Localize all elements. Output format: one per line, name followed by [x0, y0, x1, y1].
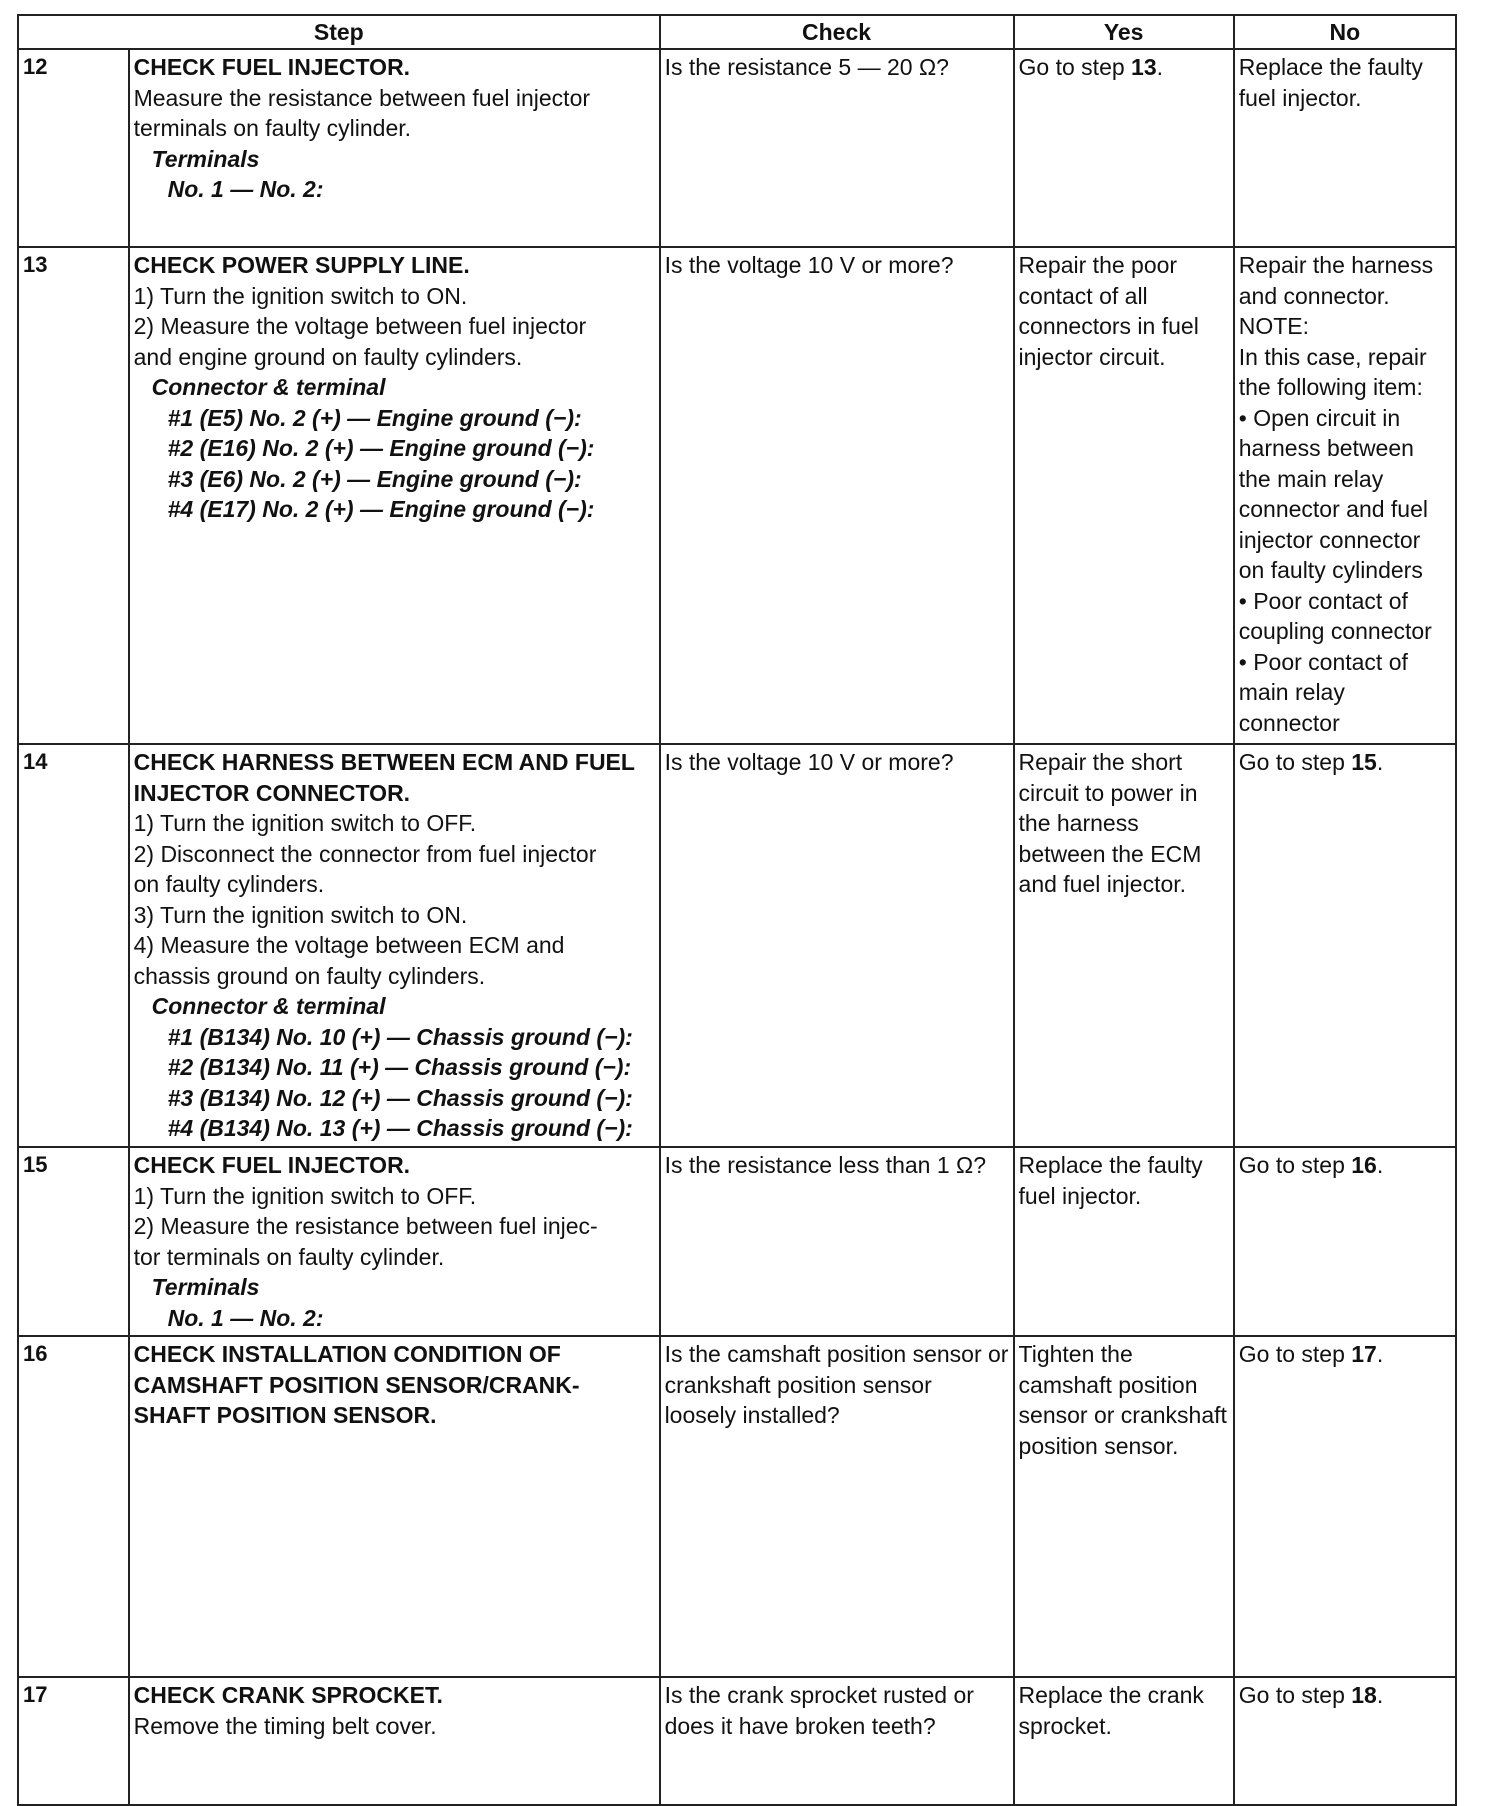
spec-line: #2 (B134) No. 11 (+) — Chassis ground (−): [167, 1054, 632, 1080]
header-no: No [1234, 15, 1456, 49]
diagnostic-table [17, 14, 1457, 1806]
table-row [18, 1677, 1456, 1805]
step-line: terminals on faulty cylinder. [133, 115, 412, 141]
spec-line: No. 1 — No. 2: [167, 176, 324, 202]
no-text-end: . [1376, 1152, 1384, 1178]
step-title: CHECK CRANK SPROCKET. [133, 1682, 443, 1708]
step-title: CHECK FUEL INJECTOR. [133, 1152, 411, 1178]
step-number: 16 [18, 1336, 129, 1677]
step-number: 15 [18, 1147, 129, 1336]
yes-cell: Tighten the camshaft position sensor or crankshaft position sensor. [1014, 1336, 1234, 1677]
no-text: Go to step [1238, 1341, 1352, 1367]
table-row [18, 1336, 1456, 1677]
step-number: 12 [18, 49, 129, 247]
spec-label: Connector & terminal [151, 993, 386, 1019]
step-title: CHECK INSTALLATION CONDITION OF CAMSHAFT POSITION SENSOR/CRANK-SHAFT POSITION SENSOR. [133, 1341, 580, 1428]
note-item: • Poor contact of main relay connector [1238, 648, 1408, 736]
step-description [129, 1147, 660, 1336]
step-line: 1) Turn the ignition switch to OFF. [133, 810, 477, 836]
step-ref: 13 [1131, 54, 1157, 80]
note-label: NOTE: [1238, 313, 1310, 339]
step-line: 3) Turn the ignition switch to ON. [133, 901, 468, 928]
header-yes: Yes [1014, 15, 1234, 49]
no-cell [1234, 744, 1456, 1147]
no-cell: Replace the faulty fuel injector. [1234, 49, 1456, 247]
step-number: 13 [18, 247, 129, 744]
step-line: 2) Measure the voltage between fuel injector [133, 313, 587, 339]
no-cell [1234, 1677, 1456, 1805]
step-line: 1) Turn the ignition switch to OFF. [133, 1182, 477, 1209]
yes-cell: Replace the faulty fuel injector. [1014, 1147, 1234, 1336]
table-row [18, 1147, 1456, 1336]
spec-label: Terminals [151, 145, 260, 172]
check-cell: Is the voltage 10 V or more? [660, 247, 1014, 744]
step-title: CHECK FUEL INJECTOR. [133, 54, 411, 80]
step-line: Remove the timing belt cover. [133, 1712, 437, 1739]
yes-cell: Repair the poor contact of all connectors in fuel injector circuit. [1014, 247, 1234, 744]
spec-line: #3 (E6) No. 2 (+) — Engine ground (−): [167, 465, 582, 492]
check-cell: Is the resistance 5 — 20 Ω? [660, 49, 1014, 247]
check-cell: Is the crank sprocket rusted or does it have broken teeth? [660, 1677, 1014, 1805]
step-description [129, 744, 660, 1147]
table-row [18, 49, 1456, 247]
step-title: CHECK HARNESS BETWEEN ECM AND FUEL INJECTOR CONNECTOR. [133, 749, 635, 806]
step-line: 2) Disconnect the connector from fuel injector [133, 840, 597, 867]
step-description [129, 49, 660, 247]
check-cell: Is the resistance less than 1 Ω? [660, 1147, 1014, 1336]
spec-line: #4 (B134) No. 13 (+) — Chassis ground (−): [167, 1115, 633, 1141]
note-item: • Open circuit in harness between the main relay connector and fuel injector connector on faulty cylinders [1238, 404, 1428, 583]
yes-text-end: . [1156, 54, 1164, 80]
no-text: Go to step [1238, 1152, 1352, 1178]
step-description [129, 1336, 660, 1677]
step-description [129, 247, 660, 744]
step-line: tor terminals on faulty cylinder. [133, 1243, 445, 1270]
no-text: Go to step [1238, 749, 1352, 775]
note-text: In this case, repair the following item: [1238, 343, 1427, 400]
yes-cell [1014, 49, 1234, 247]
step-description [129, 1677, 660, 1805]
table-row [18, 247, 1456, 744]
spec-line: #1 (B134) No. 10 (+) — Chassis ground (−): [167, 1023, 633, 1050]
yes-text: Go to step [1018, 54, 1132, 80]
spec-line: #3 (B134) No. 12 (+) — Chassis ground (−): [167, 1084, 633, 1111]
table-header-row [18, 15, 1456, 49]
no-cell [1234, 247, 1456, 744]
table-row [18, 744, 1456, 1147]
step-title: CHECK POWER SUPPLY LINE. [133, 252, 470, 278]
step-number: 14 [18, 744, 129, 1147]
step-line: Measure the resistance between fuel injector [133, 84, 591, 111]
no-text-end: . [1376, 749, 1384, 775]
note-item: • Poor contact of coupling connector [1238, 587, 1432, 644]
step-line: and engine ground on faulty cylinders. [133, 343, 523, 370]
spec-line: #2 (E16) No. 2 (+) — Engine ground (−): [167, 435, 595, 461]
check-cell: Is the camshaft position sensor or crankshaft position sensor loosely installed? [660, 1336, 1014, 1677]
no-text-end: . [1376, 1682, 1384, 1708]
step-ref: 15 [1351, 749, 1377, 775]
spec-line: #1 (E5) No. 2 (+) — Engine ground (−): [167, 404, 582, 431]
no-cell [1234, 1147, 1456, 1336]
no-text: Go to step [1238, 1682, 1352, 1708]
step-number: 17 [18, 1677, 129, 1805]
yes-cell: Repair the short circuit to power in the harness between the ECM and fuel injector. [1014, 744, 1234, 1147]
spec-label: Terminals [151, 1274, 260, 1300]
step-ref: 18 [1351, 1682, 1377, 1708]
header-check: Check [660, 15, 1014, 49]
step-ref: 16 [1351, 1152, 1377, 1178]
yes-cell: Replace the crank sprocket. [1014, 1677, 1234, 1805]
step-ref: 17 [1351, 1341, 1377, 1367]
step-line: on faulty cylinders. [133, 871, 325, 897]
spec-line: #4 (E17) No. 2 (+) — Engine ground (−): [167, 496, 595, 522]
no-text-end: . [1376, 1341, 1384, 1367]
spec-label: Connector & terminal [151, 374, 386, 400]
no-cell [1234, 1336, 1456, 1677]
step-line: 2) Measure the resistance between fuel injec- [133, 1213, 598, 1239]
no-text: Repair the harness and connector. [1238, 252, 1434, 309]
check-cell: Is the voltage 10 V or more? [660, 744, 1014, 1147]
step-line: 4) Measure the voltage between ECM and [133, 932, 565, 958]
step-line: chassis ground on faulty cylinders. [133, 962, 486, 989]
header-step: Step [18, 15, 660, 49]
step-line: 1) Turn the ignition switch to ON. [133, 282, 468, 309]
spec-line: No. 1 — No. 2: [167, 1304, 324, 1331]
